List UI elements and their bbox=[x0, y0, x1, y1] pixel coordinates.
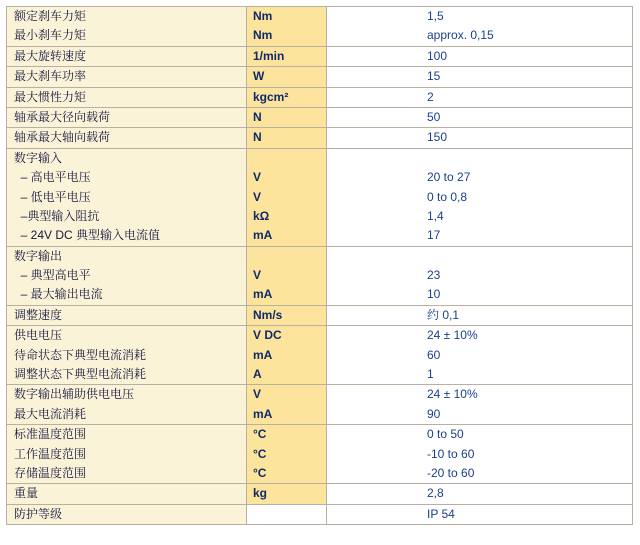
value-label: -10 to 60 bbox=[427, 446, 475, 461]
unit-label: V bbox=[253, 170, 262, 185]
unit-label bbox=[247, 247, 326, 266]
unit-cell bbox=[247, 326, 327, 385]
parameter-label: 数字输出辅助供电电压 bbox=[14, 387, 135, 402]
unit-label: kΩ bbox=[253, 208, 270, 223]
parameter-label: 最大惯性力矩 bbox=[14, 89, 87, 104]
unit-label: mA bbox=[253, 228, 273, 243]
spec-row bbox=[7, 107, 633, 127]
parameter-label: – 典型高电平 bbox=[14, 268, 91, 283]
spec-row bbox=[7, 385, 633, 425]
parameter-label: 数字输出 bbox=[14, 248, 63, 263]
spec-row bbox=[7, 305, 633, 325]
value-label: 23 bbox=[427, 268, 441, 283]
unit-label: Nm bbox=[253, 28, 273, 43]
value-label: 50 bbox=[427, 109, 441, 124]
parameter-label: – 最大输出电流 bbox=[14, 287, 103, 302]
spec-row bbox=[7, 87, 633, 107]
parameter-label: 存储温度范围 bbox=[14, 465, 87, 480]
unit-cell bbox=[247, 425, 327, 484]
value-label: 10 bbox=[427, 287, 441, 302]
unit-label bbox=[247, 149, 326, 168]
unit-label: V bbox=[253, 189, 262, 204]
spec-row bbox=[7, 67, 633, 87]
value-label: 2,8 bbox=[427, 486, 444, 501]
value-cell bbox=[327, 326, 633, 385]
parameter-label: 调整状态下典型电流消耗 bbox=[14, 367, 147, 382]
value-cell bbox=[327, 107, 633, 127]
parameter-cell bbox=[7, 148, 247, 246]
unit-cell bbox=[247, 148, 327, 246]
unit-label: A bbox=[253, 367, 262, 382]
parameter-cell bbox=[7, 67, 247, 87]
parameter-cell bbox=[7, 504, 247, 524]
value-label: 90 bbox=[427, 406, 441, 421]
parameter-cell bbox=[7, 87, 247, 107]
parameter-cell bbox=[7, 326, 247, 385]
unit-label bbox=[247, 505, 326, 524]
unit-cell bbox=[247, 504, 327, 524]
value-label: 2 bbox=[427, 89, 434, 104]
value-label: -20 to 60 bbox=[427, 465, 475, 480]
parameter-label: – 低电平电压 bbox=[14, 189, 91, 204]
parameter-label: – 高电平电压 bbox=[14, 170, 91, 185]
value-label: approx. 0,15 bbox=[427, 28, 494, 43]
value-cell bbox=[327, 148, 633, 246]
parameter-label: 供电电压 bbox=[14, 328, 63, 343]
value-label: 24 ± 10% bbox=[427, 387, 478, 402]
unit-label: °C bbox=[253, 427, 267, 442]
value-cell bbox=[327, 425, 633, 484]
spec-row bbox=[7, 504, 633, 524]
value-label: 1,5 bbox=[427, 9, 444, 23]
unit-label: 1/min bbox=[253, 48, 285, 63]
parameter-label: 数字输入 bbox=[14, 150, 63, 165]
unit-label: °C bbox=[253, 446, 267, 461]
value-label: 24 ± 10% bbox=[427, 328, 478, 343]
parameter-label: 轴承最大轴向载荷 bbox=[14, 130, 111, 145]
parameter-label: 待命状态下典型电流消耗 bbox=[14, 347, 147, 362]
value-cell bbox=[327, 46, 633, 66]
value-label: 1,4 bbox=[427, 208, 444, 223]
parameter-label: –典型输入阻抗 bbox=[14, 208, 100, 223]
unit-label: kg bbox=[253, 486, 268, 501]
unit-label: V DC bbox=[253, 328, 282, 343]
parameter-label: 额定刹车力矩 bbox=[14, 9, 87, 23]
unit-cell bbox=[247, 385, 327, 425]
spec-row bbox=[7, 425, 633, 484]
value-label: IP 54 bbox=[427, 506, 455, 521]
parameter-label: 标准温度范围 bbox=[14, 427, 87, 442]
unit-label: Nm bbox=[253, 9, 273, 23]
unit-label: °C bbox=[253, 465, 267, 480]
spec-row bbox=[7, 128, 633, 148]
spec-row bbox=[7, 484, 633, 504]
unit-label: W bbox=[253, 69, 265, 84]
value-cell bbox=[327, 87, 633, 107]
spec-row bbox=[7, 46, 633, 66]
value-cell bbox=[327, 246, 633, 305]
spec-table-body bbox=[7, 7, 633, 525]
parameter-cell bbox=[7, 484, 247, 504]
parameter-cell bbox=[7, 107, 247, 127]
spec-row bbox=[7, 7, 633, 47]
value-cell bbox=[327, 504, 633, 524]
unit-cell bbox=[247, 107, 327, 127]
parameter-label: 最大电流消耗 bbox=[14, 406, 87, 421]
unit-cell bbox=[247, 128, 327, 148]
value-cell bbox=[327, 128, 633, 148]
parameter-cell bbox=[7, 246, 247, 305]
value-cell bbox=[327, 385, 633, 425]
unit-cell bbox=[247, 67, 327, 87]
value-label: 1 bbox=[427, 367, 434, 382]
unit-cell bbox=[247, 46, 327, 66]
parameter-label: 最小刹车力矩 bbox=[14, 28, 87, 43]
unit-cell bbox=[247, 7, 327, 47]
value-label: 约 0,1 bbox=[427, 307, 460, 322]
unit-label: N bbox=[253, 109, 262, 124]
parameter-label: 重量 bbox=[14, 486, 39, 501]
unit-label: mA bbox=[253, 287, 273, 302]
value-label: 15 bbox=[427, 69, 441, 84]
value-label: 20 to 27 bbox=[427, 170, 471, 185]
unit-cell bbox=[247, 246, 327, 305]
spec-table bbox=[6, 6, 633, 525]
parameter-label: 最大刹车功率 bbox=[14, 69, 87, 84]
value-label: 60 bbox=[427, 347, 441, 362]
parameter-cell bbox=[7, 46, 247, 66]
value-label: 100 bbox=[427, 48, 448, 63]
unit-label: V bbox=[253, 268, 262, 283]
parameter-label: 防护等级 bbox=[14, 506, 63, 521]
unit-label: mA bbox=[253, 406, 273, 421]
unit-label: V bbox=[253, 387, 262, 402]
value-cell bbox=[327, 7, 633, 47]
parameter-cell bbox=[7, 128, 247, 148]
parameter-cell bbox=[7, 385, 247, 425]
parameter-label: 工作温度范围 bbox=[14, 446, 87, 461]
value-cell bbox=[327, 67, 633, 87]
unit-cell bbox=[247, 87, 327, 107]
value-cell bbox=[327, 305, 633, 325]
spec-row bbox=[7, 246, 633, 305]
unit-cell bbox=[247, 305, 327, 325]
parameter-label: 调整速度 bbox=[14, 307, 63, 322]
value-label: 0 to 50 bbox=[427, 427, 464, 442]
value-label bbox=[327, 149, 632, 168]
parameter-cell bbox=[7, 305, 247, 325]
unit-label: Nm/s bbox=[253, 307, 283, 322]
value-label: 150 bbox=[427, 130, 448, 145]
parameter-cell bbox=[7, 7, 247, 47]
spec-row bbox=[7, 326, 633, 385]
value-label: 17 bbox=[427, 228, 441, 243]
parameter-label: – 24V DC 典型输入电流值 bbox=[14, 228, 161, 243]
value-label: 0 to 0,8 bbox=[427, 189, 468, 204]
parameter-label: 轴承最大径向载荷 bbox=[14, 109, 111, 124]
spec-table-container bbox=[6, 6, 632, 525]
unit-label: kgcm² bbox=[253, 89, 289, 104]
unit-cell bbox=[247, 484, 327, 504]
unit-label: N bbox=[253, 130, 262, 145]
parameter-label: 最大旋转速度 bbox=[14, 48, 87, 63]
value-cell bbox=[327, 484, 633, 504]
spec-row bbox=[7, 148, 633, 246]
parameter-cell bbox=[7, 425, 247, 484]
unit-label: mA bbox=[253, 347, 273, 362]
value-label bbox=[327, 247, 632, 266]
